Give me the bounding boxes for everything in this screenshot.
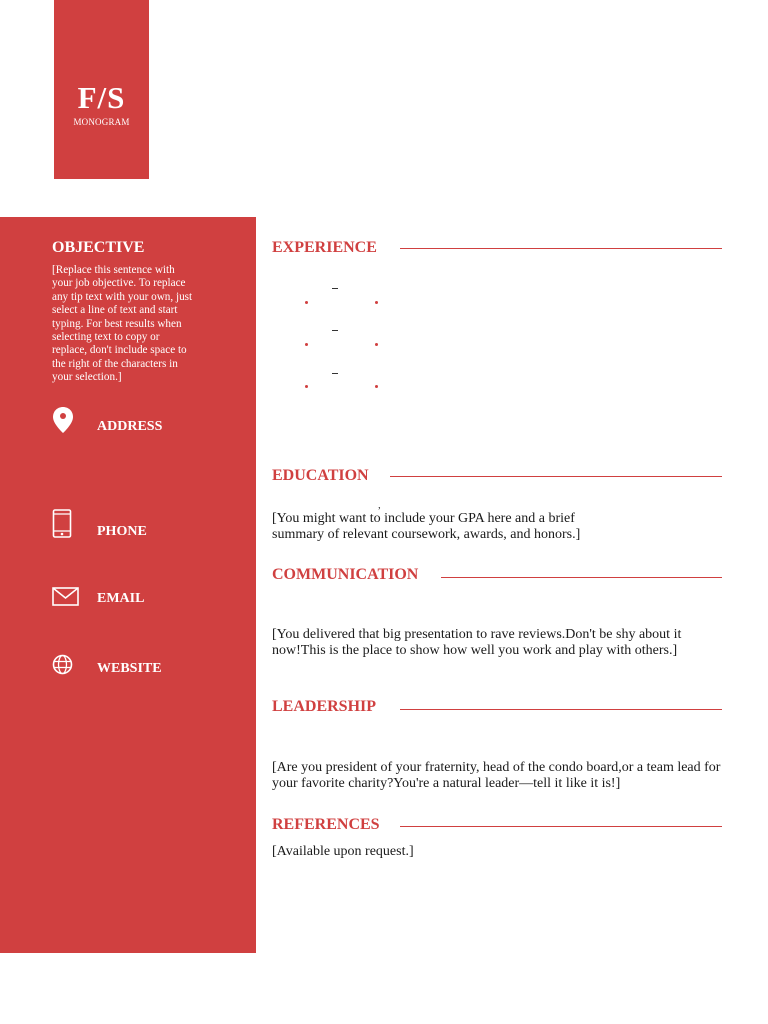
monogram-initials: F/S bbox=[77, 80, 126, 115]
experience-dash bbox=[332, 288, 338, 289]
leadership-rule bbox=[400, 709, 722, 710]
contact-label-website: WEBSITE bbox=[97, 661, 162, 676]
experience-rule bbox=[400, 248, 722, 249]
contact-label-phone: PHONE bbox=[97, 524, 147, 539]
education-text: [You might want to include your GPA here and a brief summary of relevant coursework, awards, and honors.] bbox=[272, 511, 581, 542]
communication-rule bbox=[441, 577, 722, 578]
experience-bullet bbox=[305, 301, 308, 304]
communication-heading: COMMUNICATION bbox=[272, 566, 419, 583]
experience-bullet bbox=[375, 385, 378, 388]
references-heading: REFERENCES bbox=[272, 816, 380, 833]
globe-icon bbox=[52, 653, 74, 679]
monogram-subtitle: MONOGRAM bbox=[73, 117, 130, 127]
leadership-heading: LEADERSHIP bbox=[272, 698, 377, 715]
sidebar bbox=[0, 217, 256, 953]
contact-label-email: EMAIL bbox=[97, 591, 145, 606]
communication-text: [You delivered that big presentation to rave reviews.Don't be shy about it now!This is the place to show how well you work and play with others.] bbox=[272, 627, 682, 658]
objective-heading: OBJECTIVE bbox=[52, 239, 145, 256]
references-rule bbox=[400, 826, 722, 827]
monogram-block bbox=[54, 0, 149, 179]
experience-dash bbox=[332, 373, 338, 374]
experience-bullet bbox=[375, 301, 378, 304]
phone-icon bbox=[52, 509, 74, 535]
experience-bullet bbox=[375, 343, 378, 346]
location-pin-icon bbox=[52, 406, 74, 432]
education-rule bbox=[390, 476, 722, 477]
contact-label-address: ADDRESS bbox=[97, 419, 163, 434]
envelope-icon bbox=[52, 587, 74, 613]
education-heading: EDUCATION bbox=[272, 467, 369, 484]
experience-dash bbox=[332, 330, 338, 331]
experience-bullet bbox=[305, 385, 308, 388]
references-text: [Available upon request.] bbox=[272, 844, 414, 859]
objective-text: [Replace this sentence with your job objective. To replace any tip text with your own, just select a line of text and start typing. For best results when selecting text to copy or replace, don't include space to the right of the characters in your selection.] bbox=[52, 264, 193, 384]
leadership-text: [Are you president of your fraternity, head of the condo board,or a team lead for your favorite charity?You're a natural leader—tell it like it is!] bbox=[272, 760, 721, 791]
experience-bullet bbox=[305, 343, 308, 346]
experience-heading: EXPERIENCE bbox=[272, 239, 377, 256]
education-comma: , bbox=[378, 499, 381, 511]
